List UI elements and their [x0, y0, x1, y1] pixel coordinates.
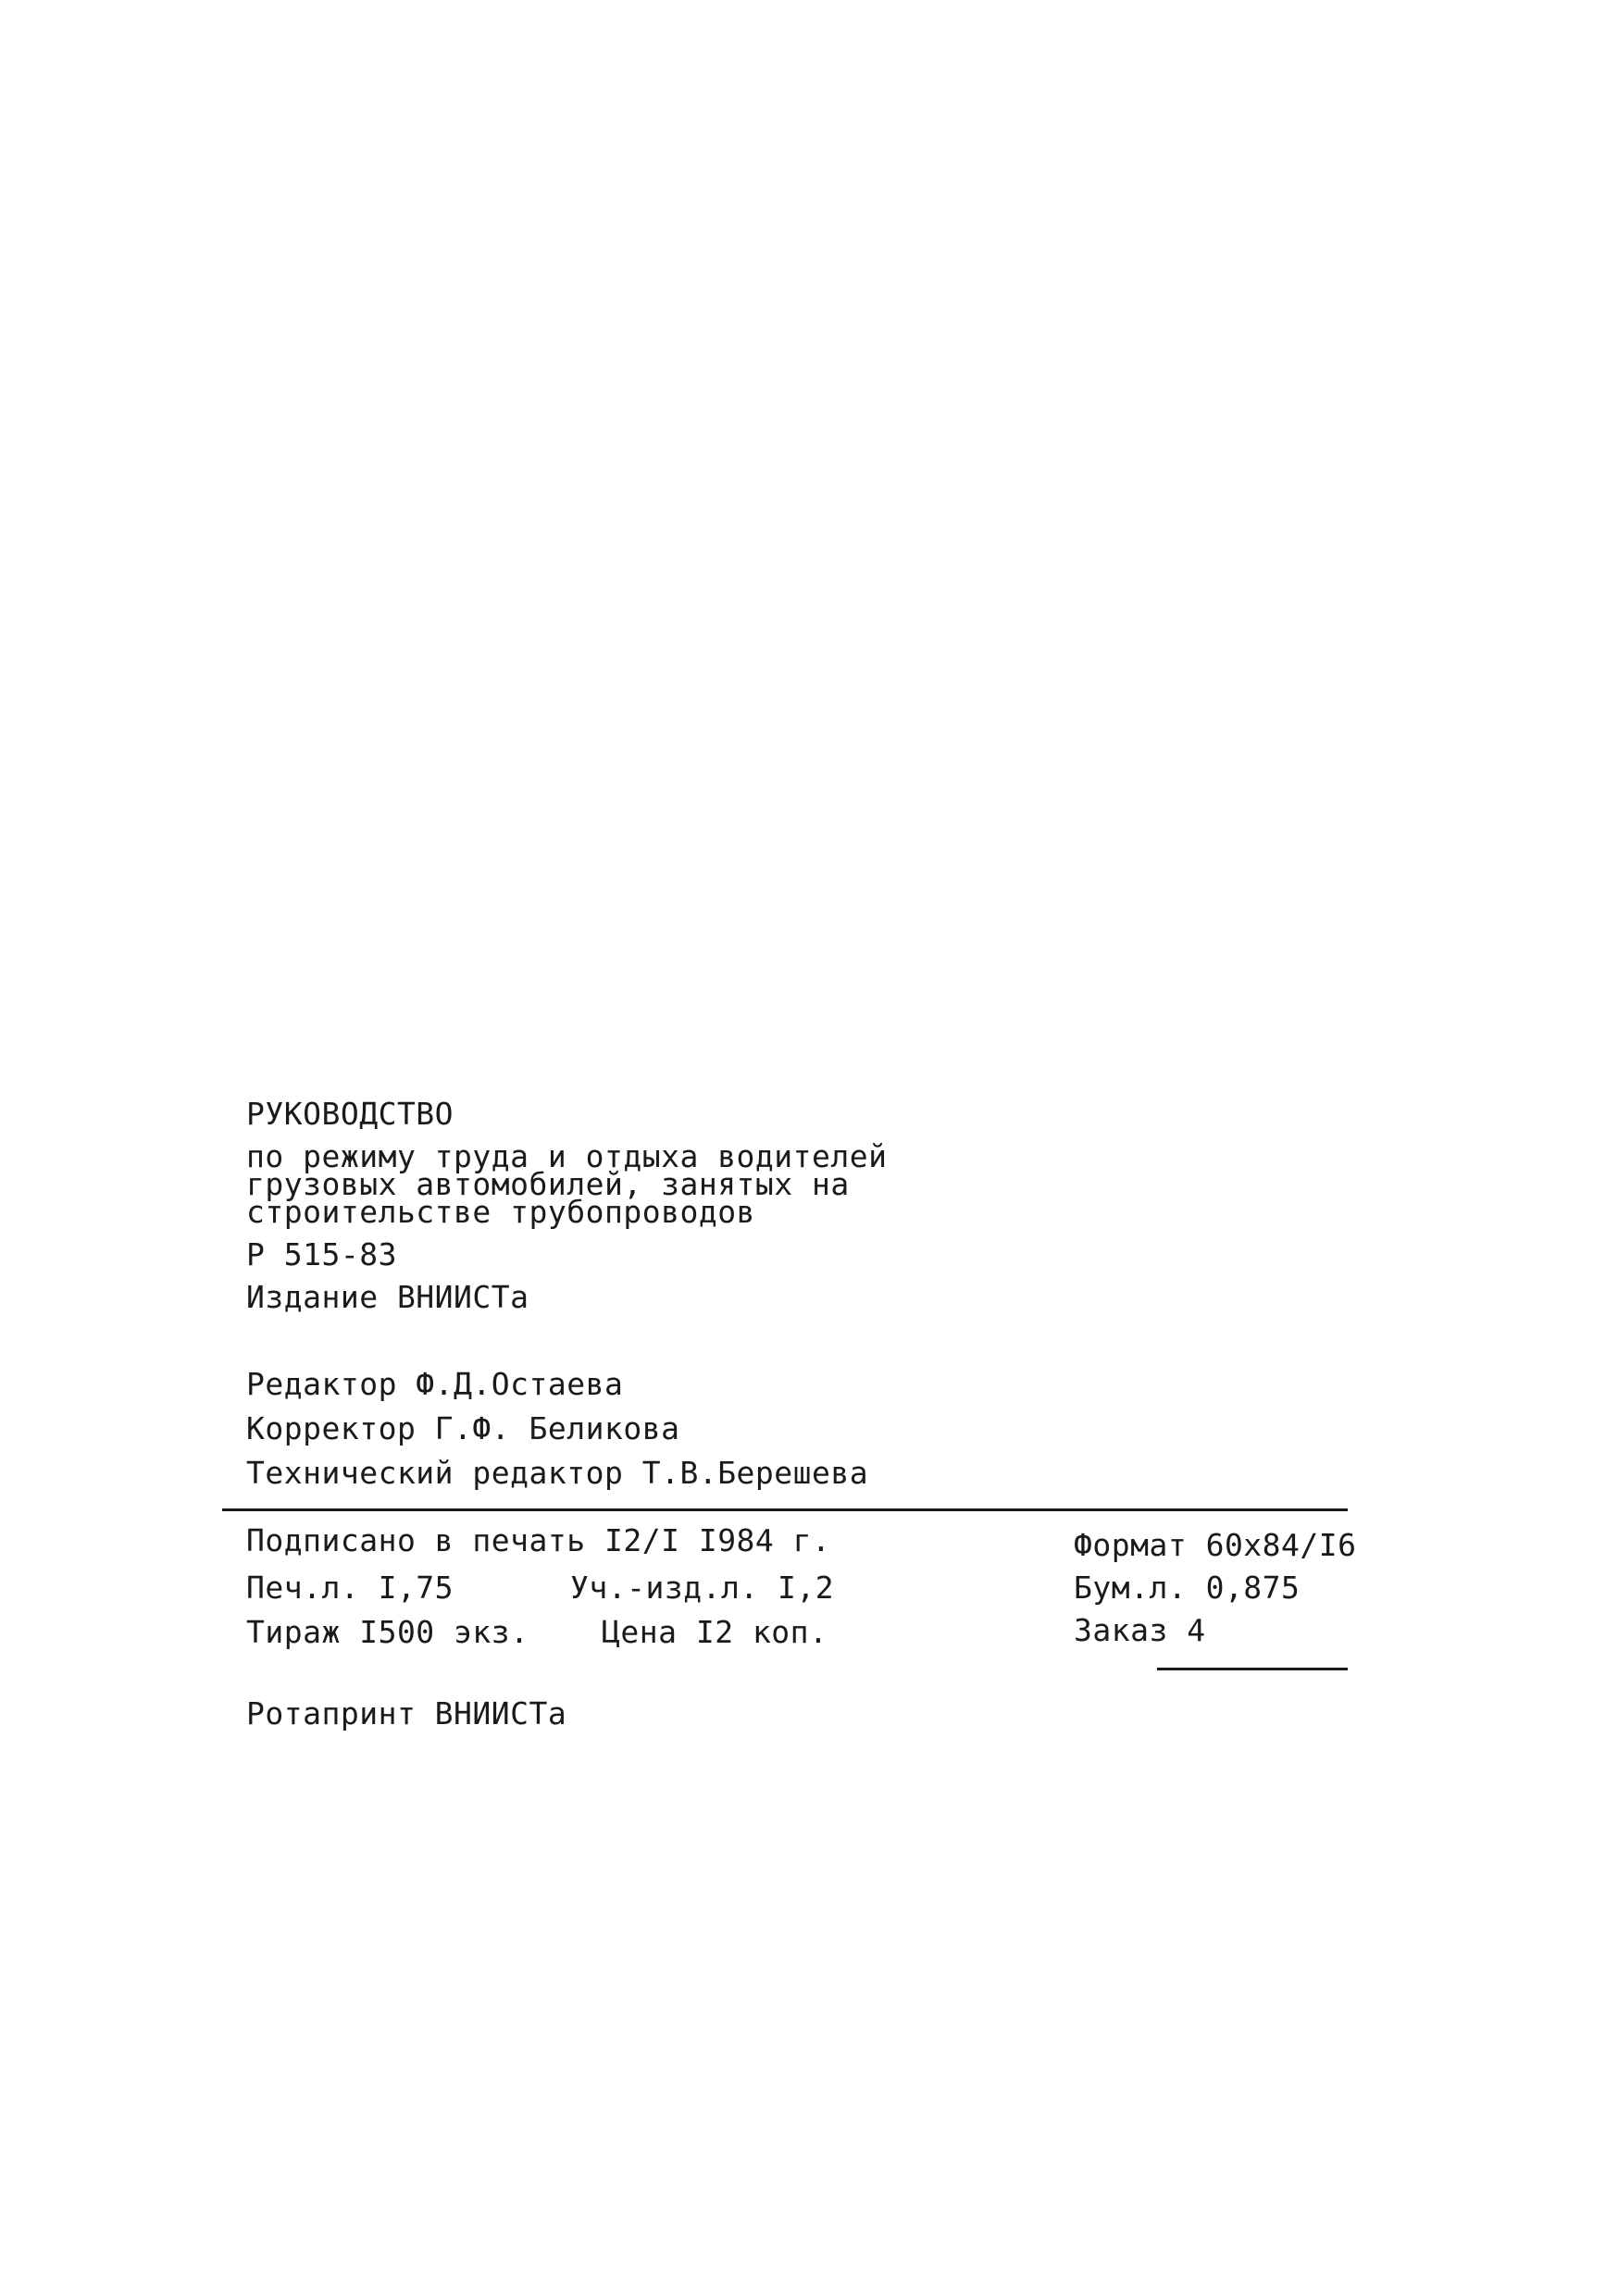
corrector-line: Корректор Г.Ф. Беликова — [246, 1410, 680, 1446]
document-title-line-1: по режиму труда и отдыха водителей — [246, 1138, 888, 1174]
tech-editor-line: Технический редактор Т.В.Берешева — [246, 1455, 869, 1491]
imprint-bottom-rule — [1157, 1668, 1348, 1670]
document-code: Р 515-83 — [246, 1236, 397, 1272]
edition-sheets-line: Уч.-изд.л. I,2 — [570, 1570, 835, 1606]
editor-line: Редактор Ф.Д.Остаева — [246, 1366, 624, 1402]
order-line: Заказ 4 — [1074, 1612, 1206, 1648]
printer-line: Ротапринт ВНИИСТа — [246, 1695, 567, 1731]
imprint-top-rule — [222, 1508, 1348, 1511]
format-line: Формат 60x84/I6 — [1074, 1527, 1357, 1563]
price-line: Цена I2 коп. — [602, 1614, 828, 1650]
paper-sheets-line: Бум.л. 0,875 — [1074, 1570, 1301, 1606]
document-title-line-3: строительстве трубопроводов — [246, 1194, 755, 1230]
document-title-line-2: грузовых автомобилей, занятых на — [246, 1166, 850, 1202]
signed-line: Подписано в печать I2/I I984 г. — [246, 1522, 831, 1558]
circulation-line: Тираж I500 экз. — [246, 1614, 529, 1650]
publisher-line: Издание ВНИИСТа — [246, 1279, 529, 1315]
document-heading: РУКОВОДСТВО — [246, 1096, 454, 1132]
print-sheets-line: Печ.л. I,75 — [246, 1570, 454, 1606]
